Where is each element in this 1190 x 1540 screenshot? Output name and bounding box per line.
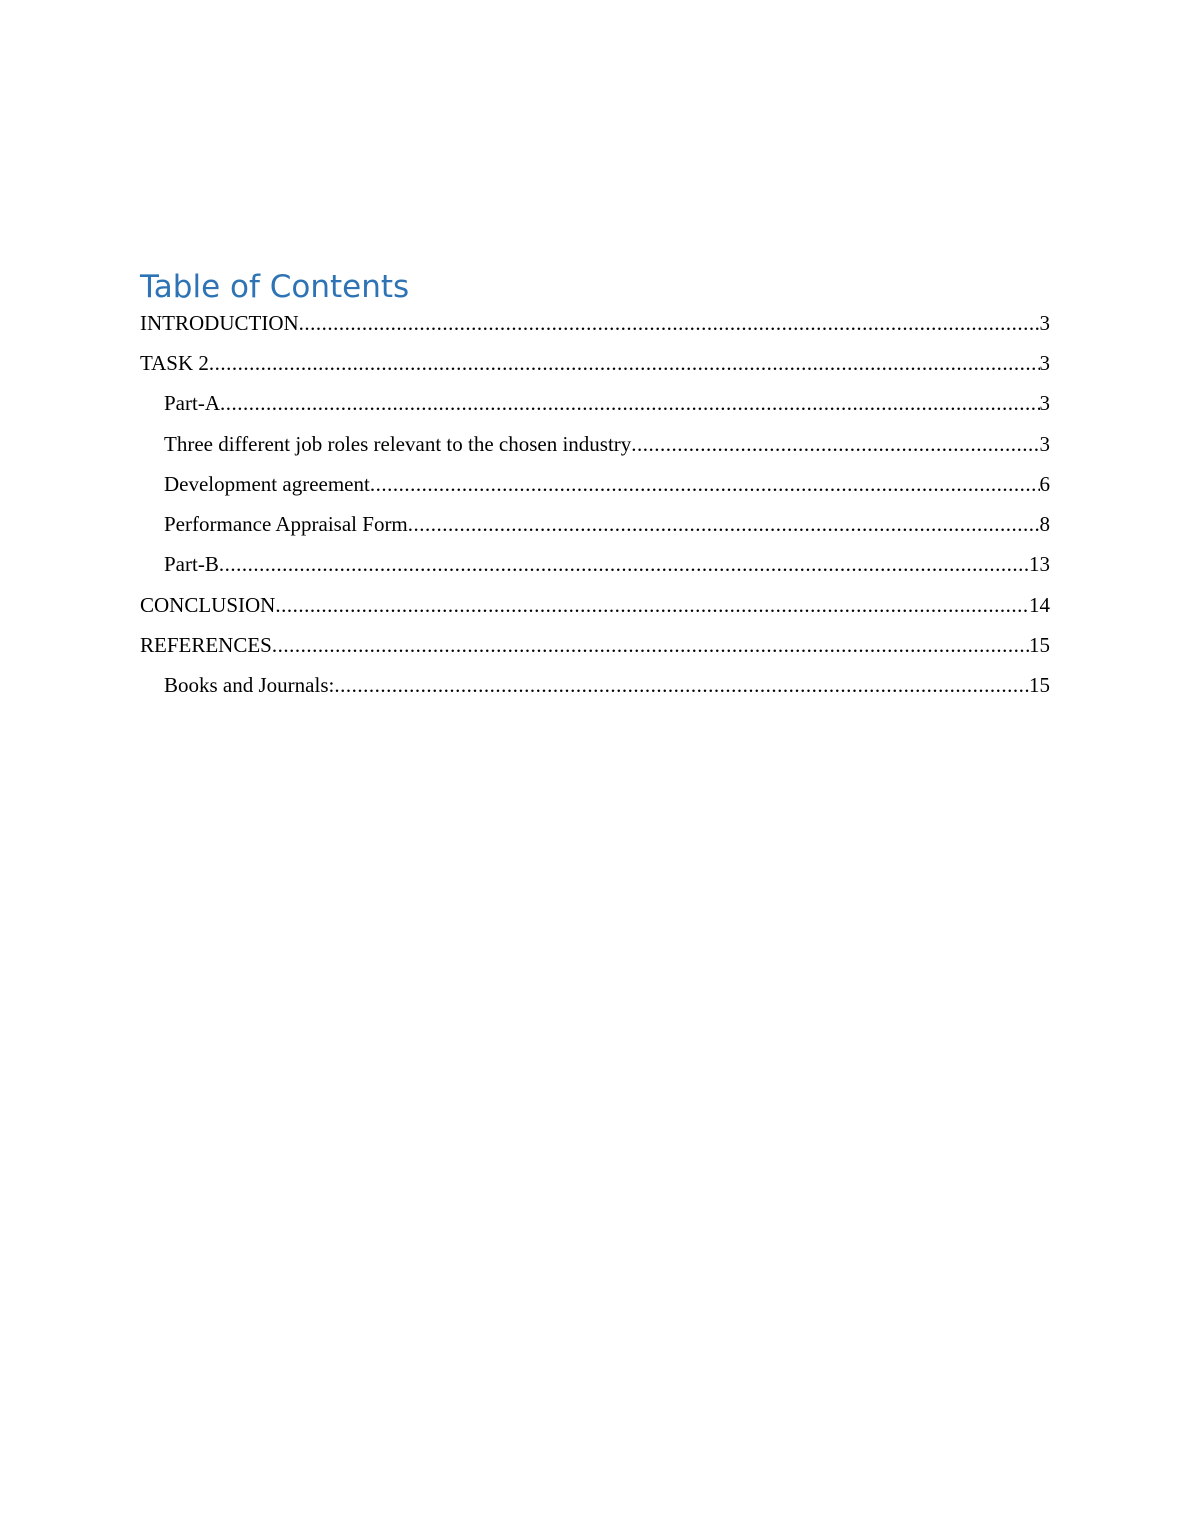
toc-entry-text: TASK 2 bbox=[140, 350, 209, 375]
toc-dot-leader bbox=[299, 311, 1040, 336]
toc-entry-part-b[interactable] bbox=[140, 545, 1050, 585]
toc-page-number: 3 bbox=[1039, 310, 1050, 335]
toc-page-number: 15 bbox=[1029, 633, 1050, 658]
toc-entry-introduction[interactable] bbox=[140, 303, 1050, 343]
toc-page-number: 8 bbox=[1039, 512, 1050, 537]
toc-entry-text: Performance Appraisal Form bbox=[164, 512, 408, 537]
toc-dot-leader bbox=[272, 633, 1029, 658]
toc-entry-conclusion[interactable] bbox=[140, 585, 1050, 625]
toc-entry-text: Development agreement bbox=[164, 471, 370, 496]
toc-entry-task-2[interactable] bbox=[140, 343, 1050, 383]
toc-page-number: 3 bbox=[1039, 350, 1050, 375]
toc-entry-job-roles[interactable] bbox=[140, 424, 1050, 464]
toc-page-number: 3 bbox=[1039, 431, 1050, 456]
toc-entry-books-and-journals[interactable] bbox=[140, 666, 1050, 706]
toc-entry-part-a[interactable] bbox=[140, 384, 1050, 424]
toc-dot-leader bbox=[370, 472, 1040, 497]
toc-page-number: 14 bbox=[1029, 592, 1050, 617]
toc-dot-leader bbox=[275, 593, 1029, 618]
toc-entry-text: Part-B bbox=[164, 552, 219, 577]
toc-entry-text: Part-A bbox=[164, 391, 220, 416]
toc-dot-leader bbox=[209, 351, 1040, 376]
toc-entry-text: Three different job roles relevant to the chosen industry bbox=[164, 431, 632, 456]
toc-dot-leader bbox=[631, 432, 1039, 457]
toc-entry-text: CONCLUSION bbox=[140, 592, 276, 617]
toc-entry-development-agreement[interactable] bbox=[140, 464, 1050, 504]
toc-entry-references[interactable] bbox=[140, 625, 1050, 665]
toc-page-number: 3 bbox=[1039, 391, 1050, 416]
toc-dot-leader bbox=[220, 391, 1040, 416]
toc-page-number: 6 bbox=[1039, 471, 1050, 496]
toc-page-number: 15 bbox=[1029, 673, 1050, 698]
toc-title: Table of Contents bbox=[140, 269, 410, 305]
toc-dot-leader bbox=[408, 512, 1040, 537]
toc-list bbox=[140, 303, 1050, 706]
toc-entry-text: REFERENCES bbox=[140, 633, 272, 658]
toc-dot-leader bbox=[334, 673, 1029, 698]
toc-entry-text: Books and Journals: bbox=[164, 673, 335, 698]
toc-page-number: 13 bbox=[1029, 552, 1050, 577]
toc-entry-text: INTRODUCTION bbox=[140, 310, 299, 335]
toc-entry-performance-appraisal-form[interactable] bbox=[140, 504, 1050, 544]
toc-dot-leader bbox=[219, 552, 1029, 577]
